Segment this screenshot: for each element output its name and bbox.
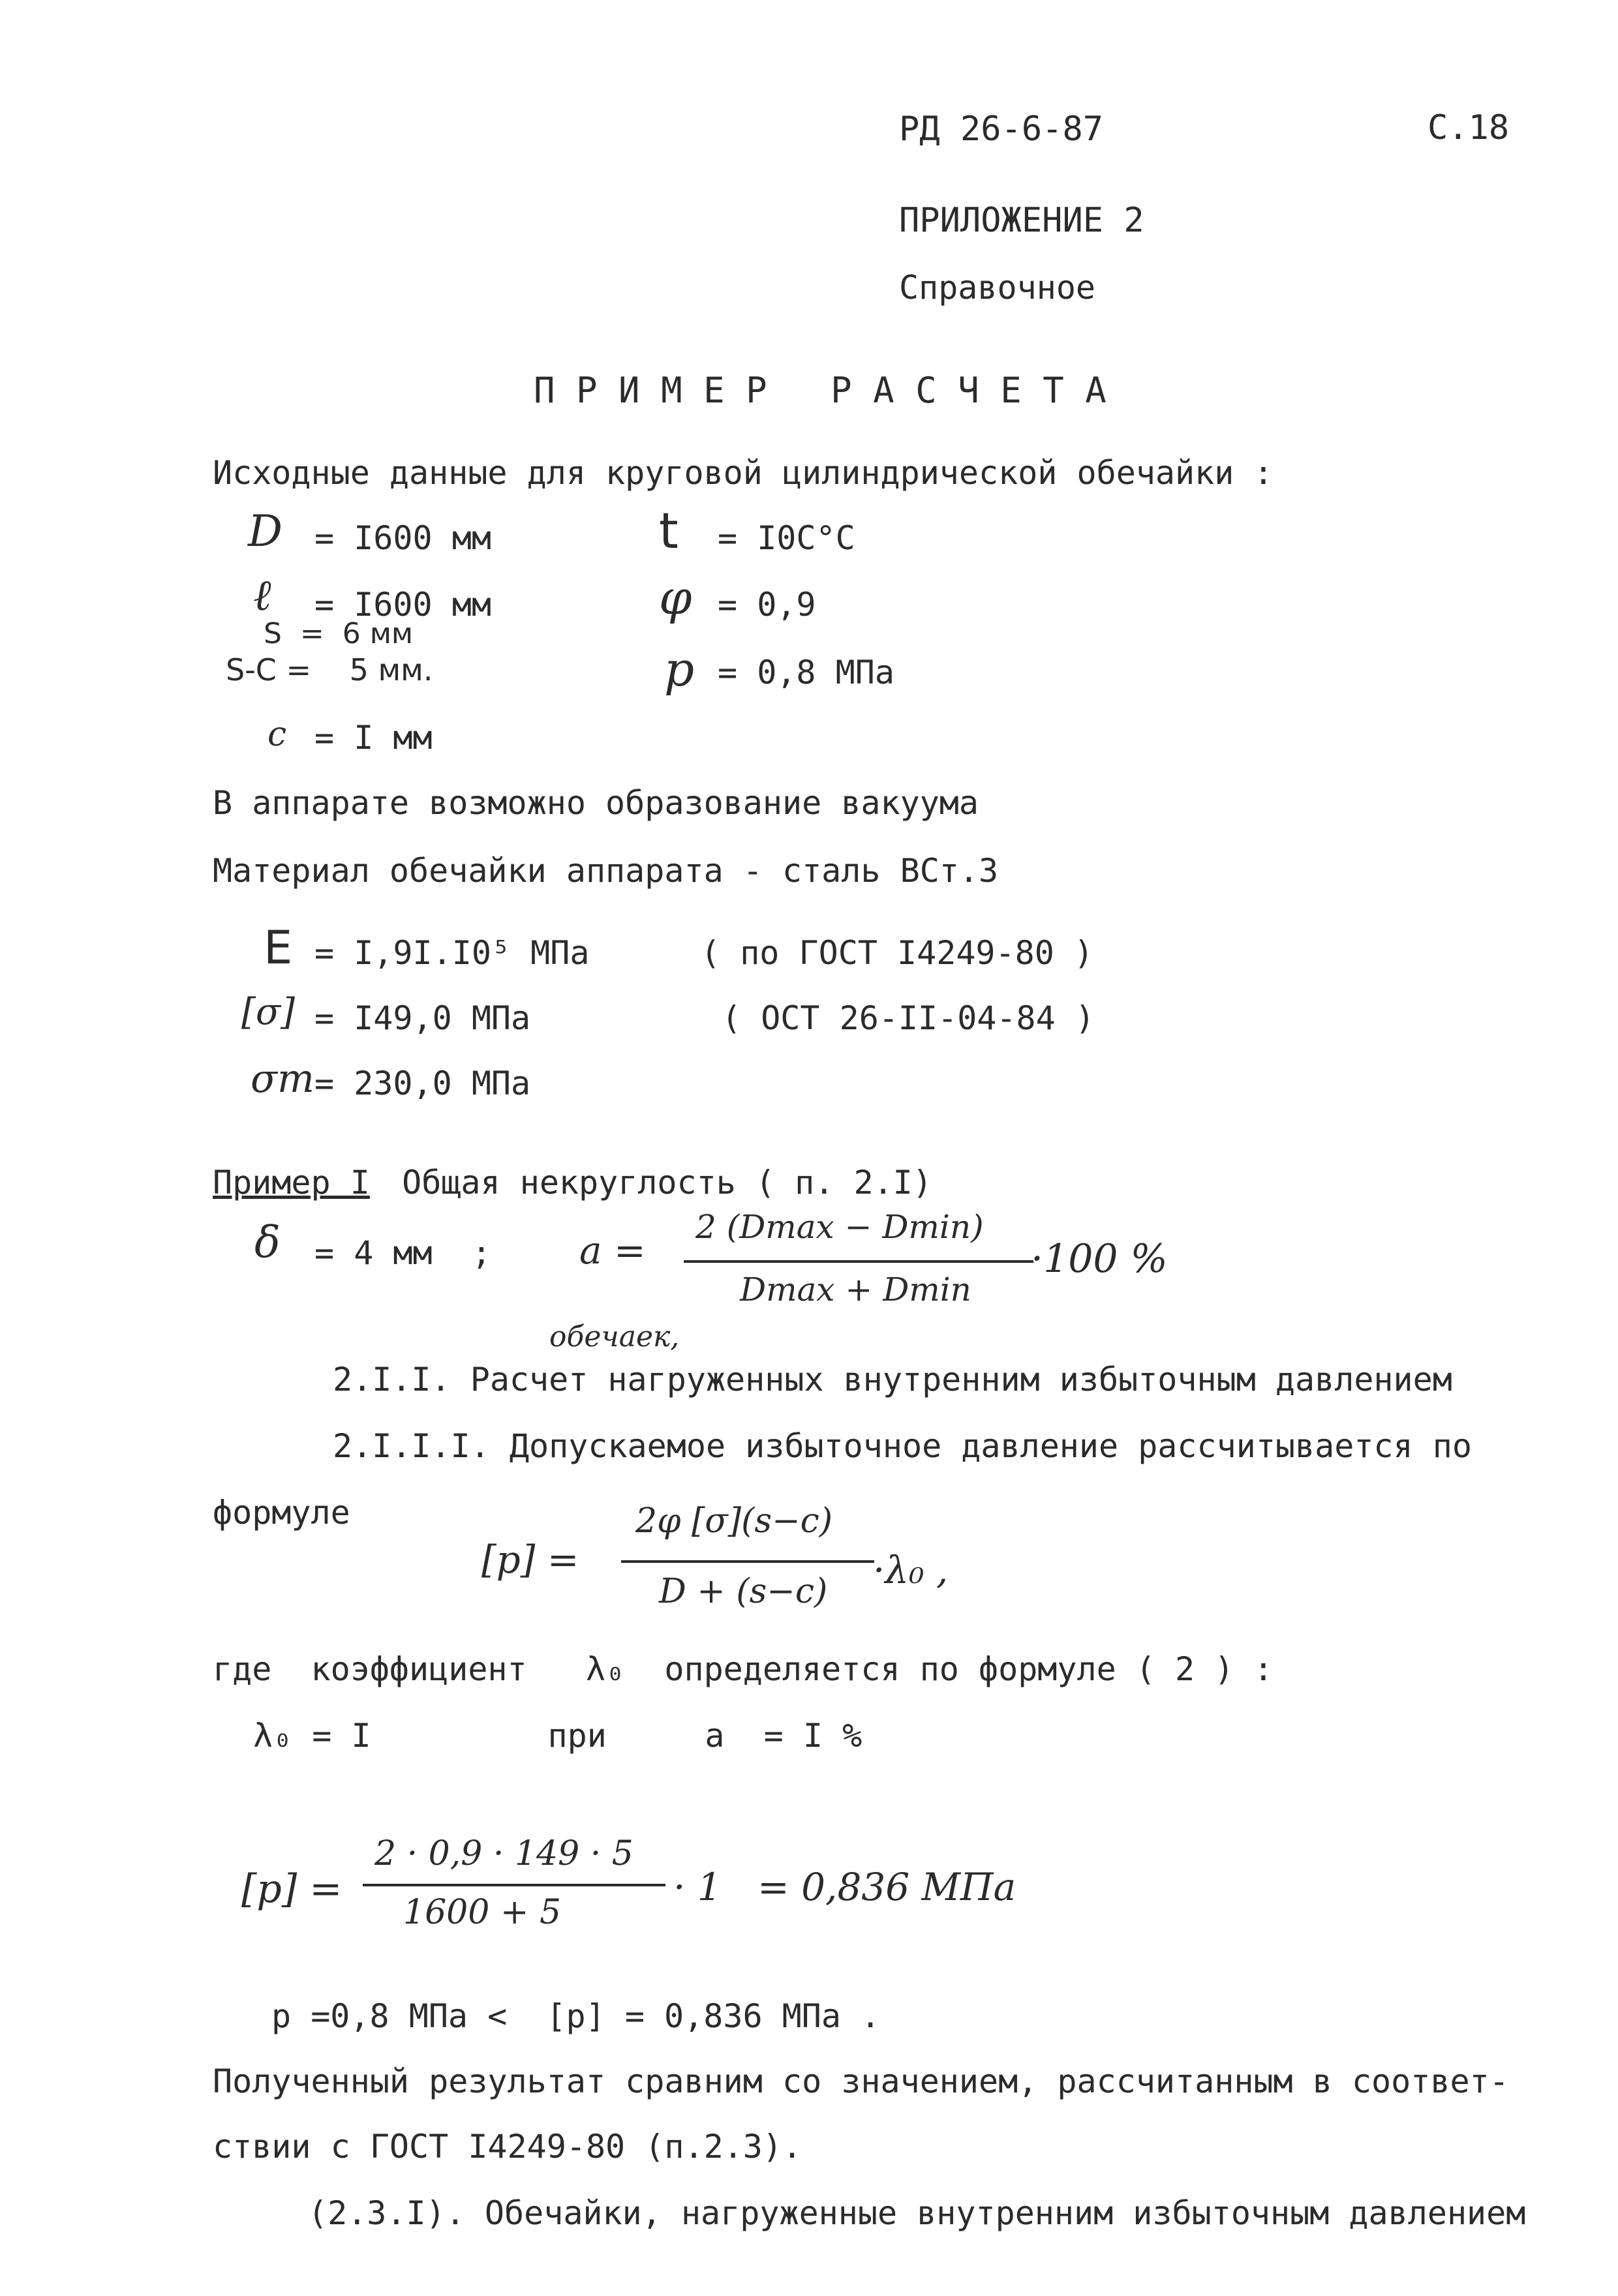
calc-lhs: [p] = (241, 1866, 343, 1912)
formula-p-lhs: [p] = (481, 1537, 579, 1582)
reference-allowable-stress: ( ОСТ 26-II-04-84 ) (722, 999, 1095, 1037)
symbol-l: ℓ (253, 570, 271, 620)
coefficient-line: где коэффициент λ₀ определяется по формуле ( 2 ) : (213, 1650, 1274, 1688)
section-2-3-1: (2.3.I). Обечайки, нагруженные внутренним избыточным давлением (308, 2194, 1526, 2232)
comparison-line: p =0,8 МПа < [p] = 0,836 МПа . (271, 1997, 881, 2035)
symbol-E: E (264, 921, 293, 974)
example-title: Общая некруглость ( п. 2.I) (382, 1164, 932, 1201)
formula-p-denominator: D + (s−c) (659, 1572, 828, 1611)
value-D: = I600 мм (314, 519, 491, 557)
symbol-phi: φ (659, 570, 692, 625)
document-code: РД 26-6-87 (899, 110, 1104, 149)
formula-p-fraction-line (621, 1560, 874, 1563)
value-phi: = 0,9 (718, 586, 816, 624)
lambda-line: λ₀ = I при a = I % (253, 1717, 862, 1755)
formula-a-multiplier: ·100 % (1031, 1236, 1168, 1282)
value-delta: = 4 мм ; (314, 1234, 491, 1272)
symbol-p: p (664, 642, 695, 697)
calc-numerator: 2 · 0,9 · 149 · 5 (374, 1834, 633, 1873)
formula-a-denominator: Dmax + Dmin (740, 1271, 971, 1308)
calc-denominator: 1600 + 5 (403, 1893, 562, 1932)
value-s: S = 6 мм (264, 617, 414, 650)
value-p: = 0,8 МПа (718, 654, 894, 691)
formula-p-tail: ·λ₀ , (873, 1548, 949, 1592)
symbol-delta: δ (254, 1217, 281, 1267)
formula-a-fraction-line (684, 1260, 1033, 1263)
document-title: П Р И М Е Р Р А С Ч Е Т А (534, 370, 1107, 411)
initial-data-intro: Исходные данные для круговой цилиндрической обечайки : (213, 454, 1274, 492)
appendix-type: Справочное (899, 269, 1096, 307)
symbol-c: c (267, 715, 287, 754)
section-2-1-1: 2.I.I. Расчет нагруженных внутренним избыточным давлением (333, 1361, 1452, 1398)
vacuum-note: В аппарате возможно образование вакуума (213, 784, 979, 822)
value-l: = I600 мм (314, 586, 491, 624)
appendix-heading: ПРИЛОЖЕНИЕ 2 (899, 201, 1144, 240)
formula-word: формуле (213, 1494, 350, 1532)
value-c: = I мм (314, 719, 433, 757)
calc-result: · 1 = 0,836 МПа (673, 1865, 1016, 1909)
calc-fraction-line (363, 1884, 665, 1886)
result-line-2: ствии с ГОСТ I4249-80 (п.2.3). (213, 2128, 802, 2166)
value-yield-stress: = 230,0 МПа (314, 1065, 531, 1102)
section-2-1-1-1: 2.I.I.I. Допускаемое избыточное давление рассчитывается по (333, 1427, 1472, 1465)
symbol-t: t (659, 502, 679, 560)
value-s-minus-c: S-C = 5 мм. (226, 652, 433, 687)
symbol-yield-stress: σт (251, 1056, 314, 1102)
formula-p-numerator: 2φ [σ](s−c) (635, 1502, 833, 1541)
page-number: С.18 (1427, 108, 1510, 147)
value-E: = I,9I.I0⁵ МПа (314, 934, 590, 972)
value-allowable-stress: = I49,0 МПа (314, 999, 531, 1037)
result-line-1: Полученный результат сравним со значением, рассчитанным в соответ- (213, 2062, 1509, 2100)
material-line: Материал обечайки аппарата - сталь ВСт.3 (213, 852, 999, 890)
inserted-word: обечаек, (549, 1320, 680, 1353)
symbol-allowable-stress: [σ] (241, 991, 295, 1033)
formula-a-lhs: a = (579, 1228, 646, 1273)
formula-a-numerator: 2 (Dmax − Dmin) (695, 1208, 984, 1246)
example-label: Пример I (213, 1164, 370, 1201)
value-t: = I0C°C (718, 519, 855, 557)
symbol-D: D (248, 506, 282, 556)
reference-E: ( по ГОСТ I4249-80 ) (701, 934, 1094, 972)
